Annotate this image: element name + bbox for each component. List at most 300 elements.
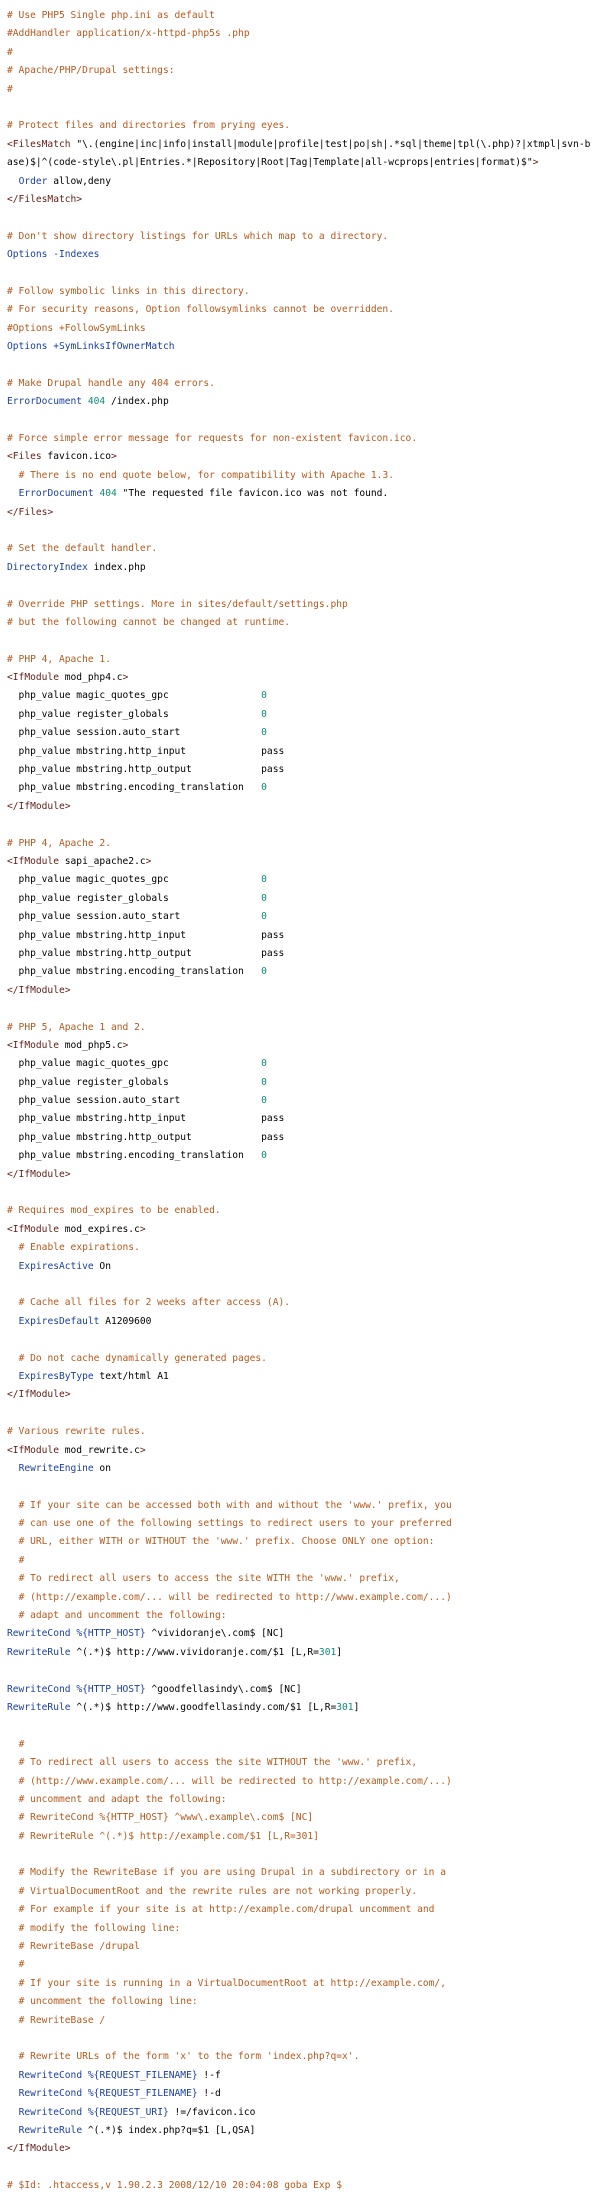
code-line bbox=[7, 2104, 595, 2122]
code-line bbox=[7, 1883, 595, 1901]
code-text: php_value mbstring.encoding_translation bbox=[7, 966, 262, 978]
code-text: index.php bbox=[87, 561, 146, 573]
code-text: ^vividoranje\.com$ [NC] bbox=[145, 1628, 285, 1640]
code-comment: # can use one of the following settings to redirect users to your preferred bbox=[18, 1518, 452, 1530]
code-comment: # Enable expirations. bbox=[18, 1242, 140, 1254]
code-text: "\.(engine|inc|info|install|module|profile|test|po|sh|.*sql|theme|tpl(\.php)?|xtmpl|svn-base)$|^(code-style\.pl|Entries.*|Repository|Root|Tag|Template|all-wcprops|entries|format)$" bbox=[7, 138, 591, 169]
code-comment: # Use PHP5 Single php.ini as default bbox=[7, 10, 215, 21]
code-text bbox=[7, 1757, 19, 1768]
code-line bbox=[7, 540, 595, 558]
code-text: mod_php4.c bbox=[58, 672, 123, 684]
code-comment: # RewriteRule ^(.*)$ http://example.com/$1 [L,R=301] bbox=[18, 1830, 319, 1842]
code-text: php_value magic_quotes_gpc bbox=[7, 1058, 262, 1070]
config-directive: ExpiresActive bbox=[18, 1260, 94, 1272]
code-line bbox=[7, 7, 595, 25]
code-line bbox=[7, 1828, 595, 1846]
code-text: ^(.*)$ http://www.goodfellasindy.com/$1 [L,R= bbox=[70, 1701, 337, 1713]
code-text: mod_rewrite.c bbox=[58, 1444, 140, 1456]
config-tag: </IfModule> bbox=[7, 2143, 71, 2155]
config-directive: RewriteRule bbox=[18, 2124, 83, 2136]
code-text bbox=[7, 1555, 19, 1566]
code-text: php_value mbstring.http_output pass bbox=[7, 947, 285, 959]
config-tag: > bbox=[139, 1223, 146, 1235]
code-line bbox=[7, 1092, 595, 1110]
code-line bbox=[7, 338, 595, 356]
code-text: php_value mbstring.http_output pass bbox=[7, 764, 285, 776]
code-text: mod_expires.c bbox=[58, 1223, 140, 1235]
code-line bbox=[7, 1901, 595, 1919]
config-directive: Order bbox=[18, 175, 48, 187]
config-tag: </IfModule> bbox=[7, 800, 71, 812]
numeric-value: 0 bbox=[261, 1058, 267, 1070]
code-line bbox=[7, 1019, 595, 1037]
blank-line bbox=[7, 412, 595, 430]
code-text bbox=[7, 1923, 19, 1934]
code-text bbox=[7, 1941, 19, 1952]
code-text bbox=[7, 2015, 19, 2026]
code-text: ^goodfellasindy\.com$ [NC] bbox=[145, 1683, 302, 1695]
blank-line bbox=[7, 99, 595, 117]
config-tag: <IfModule bbox=[7, 1223, 59, 1235]
code-line bbox=[7, 835, 595, 853]
blank-line bbox=[7, 1717, 595, 1735]
code-line bbox=[7, 1313, 595, 1331]
code-comment: # Do not cache dynamically generated pages. bbox=[18, 1352, 267, 1364]
code-comment: # To redirect all users to access the site WITH the 'www.' prefix, bbox=[18, 1573, 400, 1585]
config-tag: </FilesMatch> bbox=[7, 193, 83, 205]
code-text: php_value magic_quotes_gpc bbox=[7, 690, 262, 702]
numeric-value: 0 bbox=[261, 1150, 267, 1162]
code-comment: # VirtualDocumentRoot and the rewrite rules are not working properly. bbox=[18, 1885, 418, 1897]
config-directive: ExpiresByType bbox=[18, 1370, 94, 1382]
code-line bbox=[7, 448, 595, 466]
code-comment: # (http://www.example.com/... will be redirected to http://example.com/...) bbox=[18, 1775, 452, 1787]
code-line bbox=[7, 1350, 595, 1368]
code-text bbox=[7, 2070, 19, 2081]
code-text bbox=[7, 1573, 19, 1584]
code-line bbox=[7, 1442, 595, 1460]
code-text: ^(.*)$ http://www.vividoranje.com/$1 [L,R= bbox=[70, 1646, 319, 1658]
code-text bbox=[7, 2088, 19, 2099]
config-directive: %{REQUEST_FILENAME} bbox=[87, 2069, 198, 2081]
code-line bbox=[7, 559, 595, 577]
config-tag: > bbox=[139, 1444, 146, 1456]
code-line bbox=[7, 173, 595, 191]
code-line bbox=[7, 430, 595, 448]
code-comment: # uncomment and adapt the following: bbox=[18, 1793, 227, 1805]
code-text bbox=[7, 1978, 19, 1989]
blank-line bbox=[7, 522, 595, 540]
code-line bbox=[7, 1221, 595, 1239]
numeric-value: 404 bbox=[87, 396, 106, 408]
code-line bbox=[7, 1166, 595, 1184]
numeric-value: 301 bbox=[336, 1701, 354, 1713]
config-directive: ExpiresDefault bbox=[18, 1315, 100, 1327]
code-text bbox=[7, 1371, 19, 1382]
blank-line bbox=[7, 816, 595, 834]
code-comment: # Make Drupal handle any 404 errors. bbox=[7, 377, 215, 389]
code-line bbox=[7, 1754, 595, 1772]
code-text bbox=[7, 1536, 19, 1547]
code-comment: # bbox=[18, 1738, 25, 1750]
code-text: on bbox=[93, 1462, 111, 1474]
code-text bbox=[7, 2125, 19, 2136]
code-text: php_value register_globals bbox=[7, 708, 262, 720]
numeric-value: 404 bbox=[99, 488, 117, 500]
config-tag: </IfModule> bbox=[7, 984, 71, 996]
config-directive: ErrorDocument bbox=[7, 396, 83, 408]
code-line bbox=[7, 779, 595, 797]
code-line bbox=[7, 2085, 595, 2103]
code-comment: # Rewrite URLs of the form 'x' to the form 'index.php?q=x'. bbox=[18, 2051, 360, 2063]
code-comment: # Protect files and directories from prying eyes. bbox=[7, 120, 291, 132]
blank-line bbox=[7, 1276, 595, 1294]
code-line bbox=[7, 2067, 595, 2085]
code-line bbox=[7, 1809, 595, 1827]
code-line bbox=[7, 651, 595, 669]
code-comment: # Override PHP settings. More in sites/default/settings.php bbox=[7, 598, 348, 610]
code-line bbox=[7, 1147, 595, 1165]
code-text bbox=[7, 1739, 19, 1750]
config-tag: </IfModule> bbox=[7, 1389, 71, 1401]
code-text bbox=[7, 1242, 19, 1253]
code-line bbox=[7, 44, 595, 62]
code-line bbox=[7, 1975, 595, 1993]
code-text: A1209600 bbox=[99, 1315, 152, 1327]
code-text: /index.php bbox=[105, 396, 169, 408]
config-tag: > bbox=[110, 451, 117, 463]
code-line bbox=[7, 1460, 595, 1478]
code-comment: # To redirect all users to access the site WITHOUT the 'www.' prefix, bbox=[18, 1757, 418, 1769]
code-comment: # $Id: .htaccess,v 1.90.2.3 2008/12/10 20:04:08 goba Exp $ bbox=[7, 2180, 343, 2192]
code-text bbox=[7, 176, 19, 187]
code-line bbox=[7, 301, 595, 319]
code-comment: # modify the following line: bbox=[18, 1922, 181, 1934]
code-line bbox=[7, 1607, 595, 1625]
code-line bbox=[7, 2048, 595, 2066]
config-directive: DirectoryIndex bbox=[7, 561, 88, 573]
code-line bbox=[7, 1699, 595, 1717]
blank-line bbox=[7, 1000, 595, 1018]
code-line bbox=[7, 320, 595, 338]
code-line bbox=[7, 1938, 595, 1956]
code-text bbox=[7, 1886, 19, 1897]
config-directive: RewriteCond bbox=[18, 2069, 83, 2081]
code-line bbox=[7, 1552, 595, 1570]
code-line bbox=[7, 2177, 595, 2195]
config-directive: ErrorDocument bbox=[18, 488, 94, 500]
config-tag: </IfModule> bbox=[7, 1168, 71, 1180]
code-text bbox=[7, 1500, 19, 1511]
code-line bbox=[7, 798, 595, 816]
code-line bbox=[7, 485, 595, 503]
code-comment: # Set the default handler. bbox=[7, 543, 158, 555]
blank-line bbox=[7, 1405, 595, 1423]
numeric-value: 301 bbox=[318, 1646, 337, 1658]
blank-line bbox=[7, 577, 595, 595]
code-line bbox=[7, 1956, 595, 1974]
code-comment: # URL, either WITH or WITHOUT the 'www.' prefix. Choose ONLY one option: bbox=[18, 1536, 435, 1548]
code-line bbox=[7, 1625, 595, 1643]
code-text: php_value mbstring.http_input pass bbox=[7, 745, 285, 757]
code-comment: # bbox=[7, 83, 13, 95]
code-text: !-d bbox=[197, 2088, 221, 2100]
code-comment: # Apache/PHP/Drupal settings: bbox=[7, 65, 175, 77]
code-text: ^(.*)$ index.php?q=$1 [L,QSA] bbox=[82, 2124, 256, 2136]
code-line bbox=[7, 1920, 595, 1938]
code-line bbox=[7, 927, 595, 945]
config-directive: %{HTTP_HOST} bbox=[76, 1628, 146, 1640]
code-comment: # PHP 5, Apache 1 and 2. bbox=[7, 1021, 146, 1033]
config-tag: <IfModule bbox=[7, 856, 59, 867]
code-comment: # Cache all files for 2 weeks after access (A). bbox=[18, 1297, 291, 1309]
code-comment: # If your site is running in a VirtualDocumentRoot at http://example.com/, bbox=[18, 1977, 446, 1989]
code-text bbox=[7, 1463, 19, 1474]
code-line bbox=[7, 81, 595, 99]
numeric-value: 0 bbox=[261, 874, 267, 886]
code-line bbox=[7, 467, 595, 485]
code-comment: #AddHandler application/x-httpd-php5s .php bbox=[7, 28, 250, 40]
code-line bbox=[7, 228, 595, 246]
code-text bbox=[7, 1959, 19, 1970]
code-comment: # Modify the RewriteBase if you are using Drupal in a subdirectory or in a bbox=[18, 1867, 446, 1879]
code-comment: # bbox=[18, 1554, 25, 1566]
blank-line bbox=[7, 1331, 595, 1349]
code-line bbox=[7, 596, 595, 614]
code-line bbox=[7, 1294, 595, 1312]
code-line bbox=[7, 1129, 595, 1147]
code-line bbox=[7, 963, 595, 981]
numeric-value: 0 bbox=[261, 892, 267, 904]
code-comment: # bbox=[7, 46, 13, 58]
code-line bbox=[7, 1570, 595, 1588]
config-tag: <Files bbox=[7, 451, 42, 463]
code-comment: #Options +FollowSymLinks bbox=[7, 322, 146, 334]
numeric-value: 0 bbox=[261, 782, 267, 794]
code-line bbox=[7, 2122, 595, 2140]
code-text: "The requested file favicon.ico was not found. bbox=[116, 488, 389, 500]
code-text: php_value register_globals bbox=[7, 892, 262, 904]
blank-line bbox=[7, 1184, 595, 1202]
code-comment: # RewriteBase /drupal bbox=[18, 1941, 140, 1953]
code-text bbox=[7, 1518, 19, 1529]
code-text bbox=[7, 1794, 19, 1805]
code-line bbox=[7, 191, 595, 209]
config-directive: RewriteCond bbox=[18, 2106, 83, 2118]
code-line bbox=[7, 908, 595, 926]
code-line bbox=[7, 117, 595, 135]
config-directive: RewriteCond bbox=[7, 1683, 71, 1695]
blank-line bbox=[7, 356, 595, 374]
code-line bbox=[7, 743, 595, 761]
numeric-value: 0 bbox=[261, 727, 267, 739]
numeric-value: 0 bbox=[261, 1076, 267, 1088]
code-line bbox=[7, 687, 595, 705]
code-line bbox=[7, 1681, 595, 1699]
code-text: php_value session.auto_start bbox=[7, 727, 262, 739]
blank-line bbox=[7, 1662, 595, 1680]
code-text bbox=[7, 1812, 19, 1823]
code-text: php_value session.auto_start bbox=[7, 911, 262, 923]
code-text bbox=[7, 1904, 19, 1915]
code-text bbox=[7, 1261, 19, 1272]
config-directive: Options bbox=[7, 249, 48, 261]
code-text: !-f bbox=[197, 2069, 221, 2081]
code-comment: # Force simple error message for requests for non-existent favicon.ico. bbox=[7, 433, 418, 445]
config-directive: %{REQUEST_FILENAME} bbox=[87, 2088, 198, 2100]
code-line bbox=[7, 1110, 595, 1128]
code-comment: # but the following cannot be changed at runtime. bbox=[7, 616, 291, 628]
code-comment: # uncomment the following line: bbox=[18, 1996, 198, 2008]
code-line bbox=[7, 1202, 595, 1220]
code-text bbox=[7, 1353, 19, 1364]
code-comment: # RewriteBase / bbox=[18, 2014, 106, 2026]
code-line bbox=[7, 136, 595, 173]
code-text: allow,deny bbox=[47, 175, 111, 187]
code-line bbox=[7, 761, 595, 779]
code-text: ] bbox=[336, 1646, 343, 1658]
numeric-value: 0 bbox=[261, 708, 267, 720]
code-text: php_value mbstring.http_input pass bbox=[7, 1113, 285, 1125]
code-text bbox=[7, 1867, 19, 1878]
code-comment: # PHP 4, Apache 2. bbox=[7, 837, 111, 849]
code-comment: # Don't show directory listings for URLs which map to a directory. bbox=[7, 230, 389, 242]
config-tag: <IfModule bbox=[7, 1444, 59, 1456]
code-text: php_value mbstring.encoding_translation bbox=[7, 1150, 262, 1162]
config-tag: <FilesMatch bbox=[7, 138, 71, 150]
code-text bbox=[7, 1996, 19, 2007]
code-line bbox=[7, 246, 595, 264]
code-text bbox=[7, 1776, 19, 1787]
code-line bbox=[7, 1515, 595, 1533]
code-line bbox=[7, 1037, 595, 1055]
code-text: php_value session.auto_start bbox=[7, 1095, 262, 1107]
code-line bbox=[7, 871, 595, 889]
code-text bbox=[7, 488, 19, 499]
code-line bbox=[7, 1386, 595, 1404]
numeric-value: 0 bbox=[261, 911, 267, 923]
code-text: php_value mbstring.http_output pass bbox=[7, 1131, 285, 1143]
config-tag: <IfModule bbox=[7, 672, 59, 684]
code-line bbox=[7, 614, 595, 632]
code-line bbox=[7, 1368, 595, 1386]
config-tag: > bbox=[122, 672, 129, 684]
blank-line bbox=[7, 632, 595, 650]
config-tag: > bbox=[145, 856, 152, 867]
code-line bbox=[7, 890, 595, 908]
code-line bbox=[7, 2012, 595, 2030]
code-line bbox=[7, 1533, 595, 1551]
numeric-value: 0 bbox=[261, 1095, 267, 1107]
code-text bbox=[7, 2051, 19, 2062]
code-line bbox=[7, 1423, 595, 1441]
code-text: !=/favicon.ico bbox=[168, 2106, 256, 2118]
code-line bbox=[7, 2140, 595, 2158]
blank-line bbox=[7, 265, 595, 283]
code-comment: # Follow symbolic links in this directory. bbox=[7, 285, 250, 297]
config-directive: %{HTTP_HOST} bbox=[76, 1683, 146, 1695]
config-directive: Options bbox=[7, 341, 48, 353]
config-tag: </Files> bbox=[7, 506, 54, 518]
code-line bbox=[7, 982, 595, 1000]
numeric-value: 0 bbox=[261, 966, 267, 978]
code-comment: # For example if your site is at http://example.com/drupal uncomment and bbox=[18, 1904, 435, 1916]
code-text: php_value magic_quotes_gpc bbox=[7, 874, 262, 886]
code-comment: # RewriteCond %{HTTP_HOST} ^www\.example\.com$ [NC] bbox=[18, 1812, 314, 1824]
code-line bbox=[7, 706, 595, 724]
config-directive: -Indexes bbox=[53, 249, 100, 261]
code-comment: # (http://example.com/... will be redirected to http://www.example.com/...) bbox=[18, 1591, 452, 1603]
code-comment: # If your site can be accessed both with and without the 'www.' prefix, you bbox=[18, 1499, 452, 1511]
blank-line bbox=[7, 1478, 595, 1496]
code-line bbox=[7, 25, 595, 43]
htaccess-code-listing bbox=[7, 7, 595, 2196]
blank-line bbox=[7, 209, 595, 227]
code-text bbox=[7, 1316, 19, 1327]
code-line bbox=[7, 724, 595, 742]
code-text bbox=[7, 1592, 19, 1603]
config-directive: RewriteRule bbox=[7, 1701, 71, 1713]
code-comment: # For security reasons, Option followsymlinks cannot be overridden. bbox=[7, 304, 394, 316]
code-line bbox=[7, 1497, 595, 1515]
code-text bbox=[7, 1610, 19, 1621]
code-text: sapi_apache2.c bbox=[58, 856, 146, 867]
code-line bbox=[7, 853, 595, 871]
code-text: text/html A1 bbox=[93, 1370, 169, 1382]
code-line bbox=[7, 393, 595, 411]
code-line bbox=[7, 1258, 595, 1276]
config-tag: > bbox=[532, 157, 539, 169]
code-comment: # bbox=[18, 1959, 25, 1971]
code-line bbox=[7, 375, 595, 393]
code-text: favicon.ico bbox=[41, 451, 111, 463]
config-directive: RewriteRule bbox=[7, 1646, 71, 1658]
config-directive: RewriteCond bbox=[7, 1628, 71, 1640]
code-line bbox=[7, 1055, 595, 1073]
code-comment: # adapt and uncomment the following: bbox=[18, 1610, 227, 1622]
code-text bbox=[7, 1831, 19, 1842]
code-line bbox=[7, 1773, 595, 1791]
code-line bbox=[7, 62, 595, 80]
code-text: On bbox=[93, 1260, 111, 1272]
code-line bbox=[7, 1644, 595, 1662]
code-text bbox=[7, 1297, 19, 1308]
code-line bbox=[7, 1239, 595, 1257]
code-comment: # PHP 4, Apache 1. bbox=[7, 653, 111, 665]
numeric-value: 0 bbox=[261, 690, 267, 702]
blank-line bbox=[7, 2159, 595, 2177]
blank-line bbox=[7, 2030, 595, 2048]
code-text: php_value register_globals bbox=[7, 1076, 262, 1088]
code-line bbox=[7, 1736, 595, 1754]
config-tag: > bbox=[122, 1039, 129, 1051]
code-comment: # Requires mod_expires to be enabled. bbox=[7, 1205, 221, 1217]
code-line bbox=[7, 1589, 595, 1607]
config-directive: %{REQUEST_URI} bbox=[87, 2106, 169, 2118]
code-text: ] bbox=[353, 1701, 360, 1713]
code-line bbox=[7, 1074, 595, 1092]
config-directive: RewriteEngine bbox=[18, 1462, 94, 1474]
code-comment: # There is no end quote below, for compatibility with Apache 1.3. bbox=[18, 469, 394, 481]
code-line bbox=[7, 283, 595, 301]
code-text bbox=[7, 470, 19, 481]
config-directive: RewriteCond bbox=[18, 2088, 83, 2100]
config-directive: +SymLinksIfOwnerMatch bbox=[53, 341, 175, 353]
code-text bbox=[7, 2107, 19, 2118]
code-text: mod_php5.c bbox=[58, 1039, 123, 1051]
code-line bbox=[7, 1993, 595, 2011]
code-comment: # Various rewrite rules. bbox=[7, 1426, 146, 1438]
